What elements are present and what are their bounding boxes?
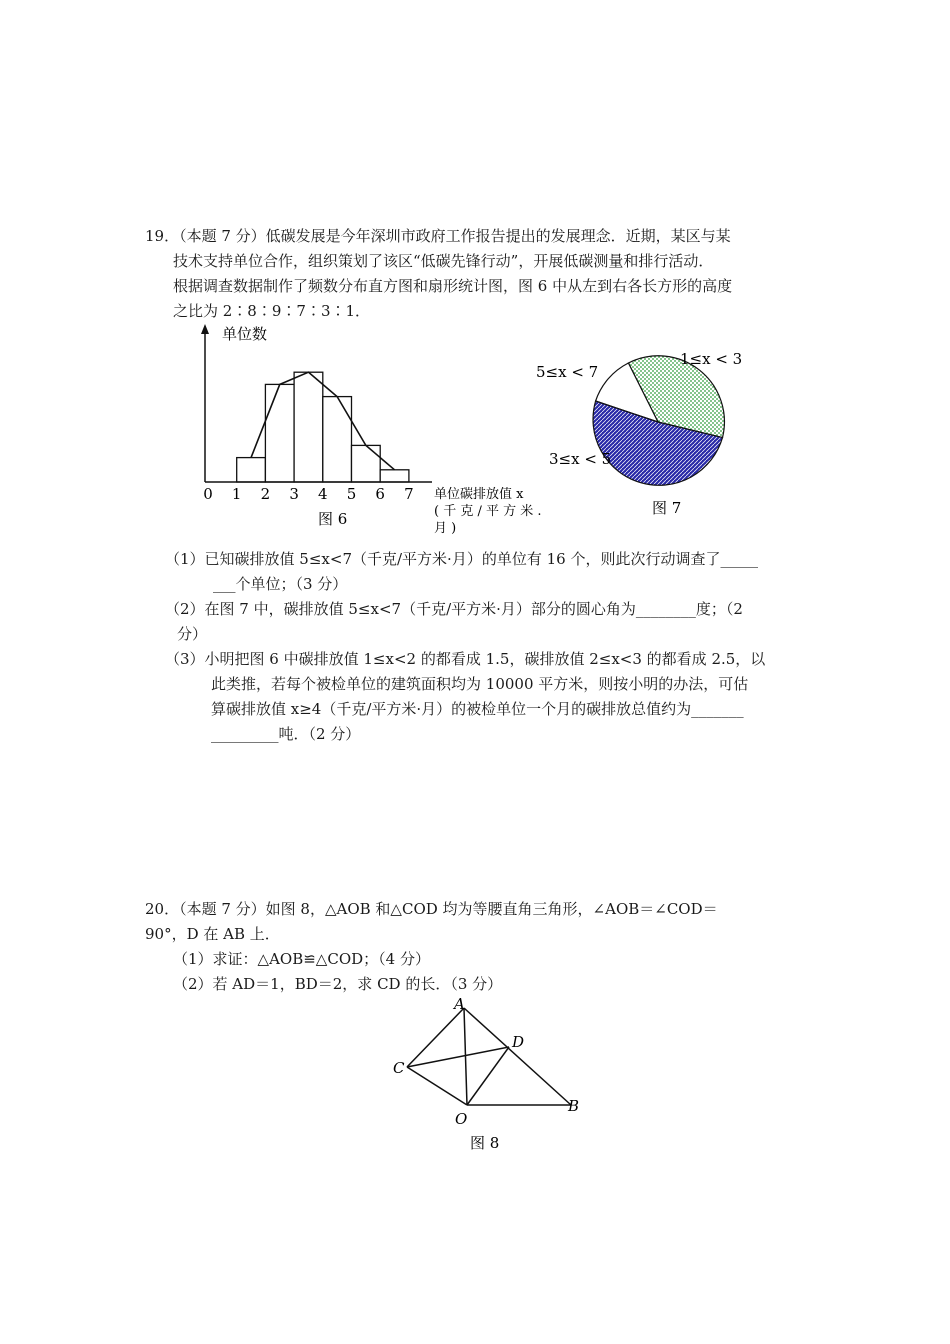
pie-label-5-7: 5≤x < 7 <box>536 363 599 381</box>
x-tick-label: 7 <box>404 485 414 503</box>
x-axis-unit: ( 千 克 / 平 方 米 . <box>434 504 542 519</box>
x-tick-label: 6 <box>375 485 385 503</box>
histogram-bar <box>323 397 352 482</box>
figure-6-caption: 图 6 <box>318 510 348 528</box>
histogram-bar <box>294 372 323 482</box>
segment-AB <box>464 1008 571 1105</box>
histogram-bar <box>265 384 294 482</box>
q19-sub-2-line-2: 分） <box>177 625 208 643</box>
figure-8-caption: 图 8 <box>470 1134 500 1152</box>
y-axis-label: 单位数 <box>222 325 268 343</box>
y-axis-arrow <box>201 324 209 334</box>
x-tick-label: 3 <box>289 485 299 503</box>
q19-sub-3-line-4: _________吨．（2 分） <box>211 725 361 743</box>
x-tick-label: 2 <box>260 485 271 503</box>
q20-line-1: 20．（本题 7 分）如图 8，△AOB 和△COD 均为等腰直角三角形，∠AOB＝∠COD＝ <box>145 900 718 918</box>
pie-label-1-3: 1≤x < 3 <box>680 350 743 368</box>
histogram-bar <box>352 445 381 482</box>
figure-7-caption: 图 7 <box>652 499 682 517</box>
segment-CO <box>407 1067 467 1105</box>
q19-line-1: 19．（本题 7 分）低碳发展是今年深圳市政府工作报告提出的发展理念．近期，某区与某 <box>145 227 731 245</box>
q20-line-2: 90°，D 在 AB 上． <box>145 925 280 943</box>
q19-sub-1-line-1: （1）已知碳排放值 5≤x<7（千克/平方米·月）的单位有 16 个，则此次行动调查了_____ <box>165 550 758 568</box>
histogram-bar <box>380 470 409 482</box>
point-label-O: O <box>455 1110 468 1128</box>
q19-sub-1-line-2: ___个单位；（3 分） <box>213 575 348 593</box>
q19-sub-3-line-2: 此类推，若每个被检单位的建筑面积均为 10000 平方米，则按小明的办法，可估 <box>211 675 749 693</box>
segment-OD <box>467 1047 509 1105</box>
q19-line-2: 技术支持单位合作，组织策划了该区“低碳先锋行动”，开展低碳测量和排行活动． <box>173 252 714 270</box>
histogram-bar <box>237 458 266 482</box>
point-label-C: C <box>393 1059 405 1077</box>
q19-line-3: 根据调查数据制作了频数分布直方图和扇形统计图，图 6 中从左到右各长方形的高度 <box>173 277 733 295</box>
q19-line-4: 之比为 2∶8∶9∶7∶3∶1． <box>173 302 371 320</box>
x-tick-label: 0 <box>203 485 213 503</box>
q19-subquestions <box>165 548 815 748</box>
point-label-B: B <box>568 1097 580 1115</box>
figure-8-geometry <box>385 995 595 1160</box>
q19-sub-3-line-1: （3）小明把图 6 中碳排放值 1≤x<2 的都看成 1.5，碳排放值 2≤x<3 的都看成 2.5，以 <box>165 650 766 668</box>
q19-sub-2-line-1: （2）在图 7 中，碳排放值 5≤x<7（千克/平方米·月）部分的圆心角为________度；（2 <box>165 600 743 618</box>
x-axis-label: 单位碳排放值 x <box>434 487 524 502</box>
pie-label-3-5: 3≤x < 5 <box>549 450 612 468</box>
figure-6-histogram <box>180 322 560 547</box>
x-tick-label: 1 <box>231 485 242 503</box>
q20-sub-2: （2）若 AD＝1，BD＝2，求 CD 的长．（3 分） <box>173 975 503 993</box>
x-tick-label: 4 <box>318 485 328 503</box>
point-label-A: A <box>454 995 465 1013</box>
segment-AO <box>464 1008 467 1105</box>
x-axis-unit-2: 月 ) <box>434 521 457 536</box>
q20-sub-1: （1）求证：△AOB≌△COD；（4 分） <box>173 950 430 968</box>
q19-sub-3-line-3: 算碳排放值 x≥4（千克/平方米·月）的被检单位一个月的碳排放总值约为_______ <box>211 700 744 718</box>
figure-7-pie-chart <box>530 340 770 525</box>
point-label-D: D <box>512 1033 525 1051</box>
x-tick-label: 5 <box>346 485 357 503</box>
segment-CD <box>407 1047 509 1067</box>
